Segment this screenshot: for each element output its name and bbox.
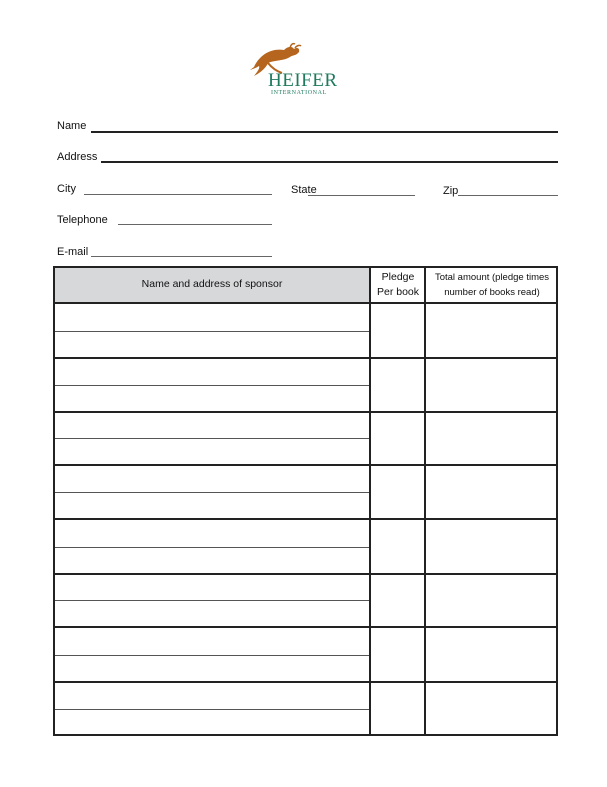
- row-3-divider: [55, 464, 556, 466]
- row-2-inner-line[interactable]: [55, 385, 369, 386]
- name-label: Name: [57, 120, 87, 132]
- telephone-label: Telephone: [57, 214, 108, 226]
- row-5-inner-line[interactable]: [55, 547, 369, 548]
- address-field[interactable]: [101, 161, 558, 163]
- state-label: State: [291, 184, 317, 196]
- zip-label: Zip: [443, 185, 459, 197]
- column-divider-total: [424, 268, 426, 734]
- row-8-inner-line[interactable]: [55, 709, 369, 710]
- header-divider: [55, 302, 556, 304]
- row-2-divider: [55, 411, 556, 413]
- sponsor-table: [53, 266, 558, 736]
- row-7-divider: [55, 681, 556, 683]
- heifer-logo: [246, 40, 336, 100]
- telephone-field[interactable]: [118, 224, 272, 225]
- logo-subtitle: INTERNATIONAL: [271, 90, 327, 96]
- header-sponsor: Name and address of sponsor: [141, 278, 283, 290]
- row-3-inner-line[interactable]: [55, 438, 369, 439]
- row-6-inner-line[interactable]: [55, 600, 369, 601]
- header-pledge-line2: Per book: [376, 286, 420, 298]
- email-label: E-mail: [57, 246, 89, 258]
- header-pledge: [371, 270, 425, 300]
- email-field[interactable]: [91, 256, 272, 257]
- row-6-divider: [55, 626, 556, 628]
- header-total: [426, 270, 558, 300]
- row-5-divider: [55, 573, 556, 575]
- header-pledge-line1: Pledge: [381, 271, 415, 283]
- logo-wordmark: HEIFER: [268, 70, 338, 91]
- city-label: City: [57, 183, 76, 195]
- row-1-inner-line[interactable]: [55, 331, 369, 332]
- row-1-divider: [55, 357, 556, 359]
- city-field[interactable]: [84, 194, 272, 195]
- state-field[interactable]: [308, 195, 415, 196]
- row-4-divider: [55, 518, 556, 520]
- row-7-inner-line[interactable]: [55, 655, 369, 656]
- zip-field[interactable]: [458, 195, 558, 196]
- column-divider-pledge: [369, 268, 371, 734]
- header-total-line2: number of books read): [444, 287, 540, 298]
- row-4-inner-line[interactable]: [55, 492, 369, 493]
- address-label: Address: [57, 151, 98, 163]
- name-field[interactable]: [91, 131, 558, 133]
- header-total-line1: Total amount (pledge times: [434, 272, 550, 283]
